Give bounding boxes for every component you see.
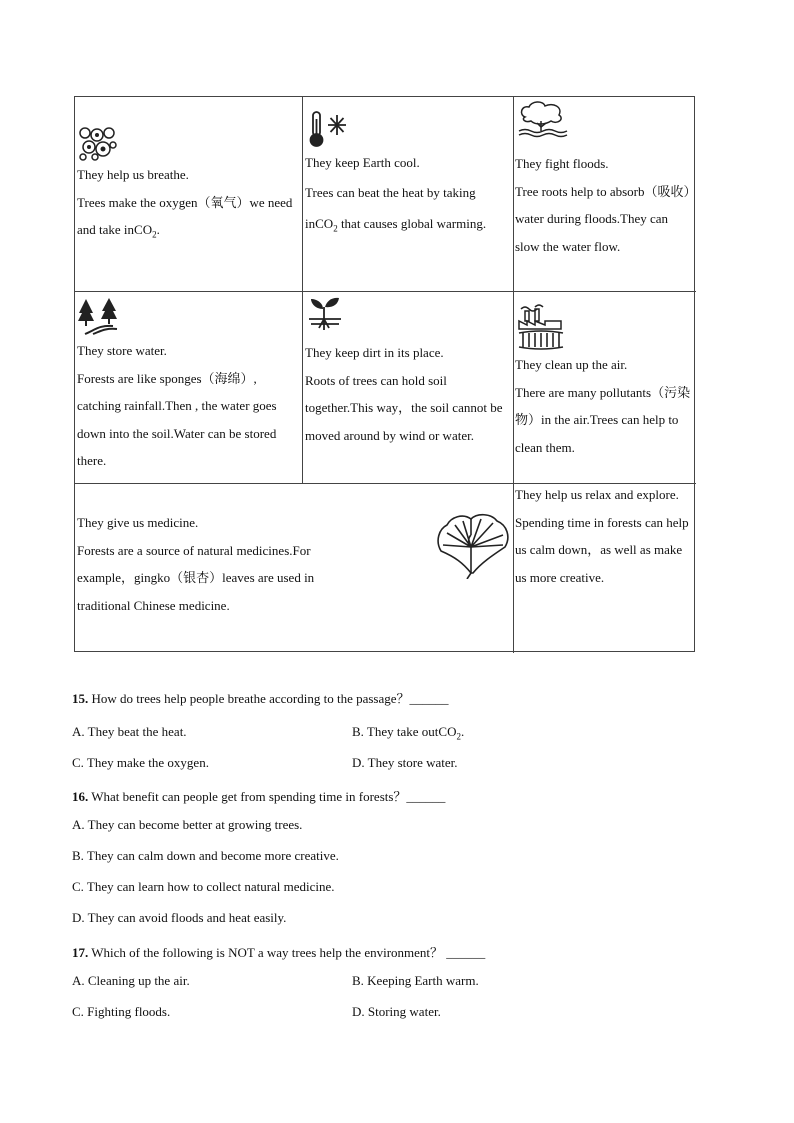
cell-body: Tree roots help to absorb（吸收）water during floods.They can slow the water flow. — [515, 183, 691, 254]
question-16: 16. What benefit can people get from spending time in forests？______ — [72, 789, 446, 804]
tree-flood-icon — [515, 99, 571, 139]
cell-cool — [305, 109, 510, 244]
cell-body: There are many pollutants（污染物）in the air.Trees can help to clean them. — [515, 384, 691, 455]
reading-table — [74, 96, 695, 652]
trees-river-icon — [77, 297, 119, 335]
option-16-d[interactable]: D. They can avoid floods and heat easily. — [72, 910, 287, 925]
cell-heading: They clean up the air. — [515, 357, 628, 372]
cell-floods — [515, 99, 693, 260]
cell-heading: They fight floods. — [515, 156, 609, 171]
option-17-d[interactable]: D. Storing water. — [352, 1004, 441, 1019]
cell-heading: They keep dirt in its place. — [305, 345, 444, 360]
option-15-c[interactable]: C. They make the oxygen. — [72, 755, 209, 770]
cell-body: Forests are like sponges（海绵）, catching rainfall.Then , the water goes down into the soil.Water can be stored there. — [77, 370, 277, 468]
cell-relax — [515, 481, 693, 591]
question-15: 15. How do trees help people breathe according to the passage？______ — [72, 691, 449, 706]
option-17-a[interactable]: A. Cleaning up the air. — [72, 973, 190, 988]
option-17-c[interactable]: C. Fighting floods. — [72, 1004, 171, 1019]
cell-body: Spending time in forests can help us calm down，as well as make us more creative. — [515, 514, 689, 585]
cell-medicine — [77, 509, 365, 619]
cell-breathe — [77, 125, 299, 249]
cell-clean-air — [515, 303, 693, 461]
cell-dirt — [305, 295, 510, 449]
cell-body: Trees make the oxygen（氧气）we need and take inCO$_2$. — [77, 194, 293, 240]
cell-heading: They keep Earth cool. — [305, 155, 420, 170]
option-16-c[interactable]: C. They can learn how to collect natural medicine. — [72, 879, 335, 894]
thermometer-snowflake-icon — [305, 109, 349, 149]
cell-body: Forests are a source of natural medicines.For example，gingko（银杏）leaves are used in traditional Chinese medicine. — [77, 542, 315, 613]
cell-body: Trees can beat the heat by taking inCO$_2$ that causes global warming. — [305, 184, 487, 234]
option-17-b[interactable]: B. Keeping Earth warm. — [352, 973, 479, 988]
option-15-b[interactable]: B. They take outCO$_2$. — [352, 724, 465, 742]
option-16-b[interactable]: B. They can calm down and become more creative. — [72, 848, 339, 863]
oxygen-bubbles-icon — [77, 125, 117, 161]
question-17: 17. Which of the following is NOT a way trees help the environment？ ______ — [72, 945, 486, 960]
ginkgo-leaf-icon — [433, 511, 513, 579]
option-15-d[interactable]: D. They store water. — [352, 755, 458, 770]
factory-pollution-icon — [515, 303, 567, 351]
cell-heading: They help us relax and explore. — [515, 487, 679, 502]
option-15-a[interactable]: A. They beat the heat. — [72, 724, 187, 739]
cell-heading: They store water. — [77, 343, 167, 358]
cell-store-water — [77, 297, 299, 475]
option-16-a[interactable]: A. They can become better at growing trees. — [72, 817, 303, 832]
sprout-soil-icon — [305, 295, 345, 333]
cell-heading: They help us breathe. — [77, 167, 189, 182]
cell-heading: They give us medicine. — [77, 515, 199, 530]
cell-body: Roots of trees can hold soil together.This way，the soil cannot be moved around by wind or water. — [305, 372, 503, 443]
